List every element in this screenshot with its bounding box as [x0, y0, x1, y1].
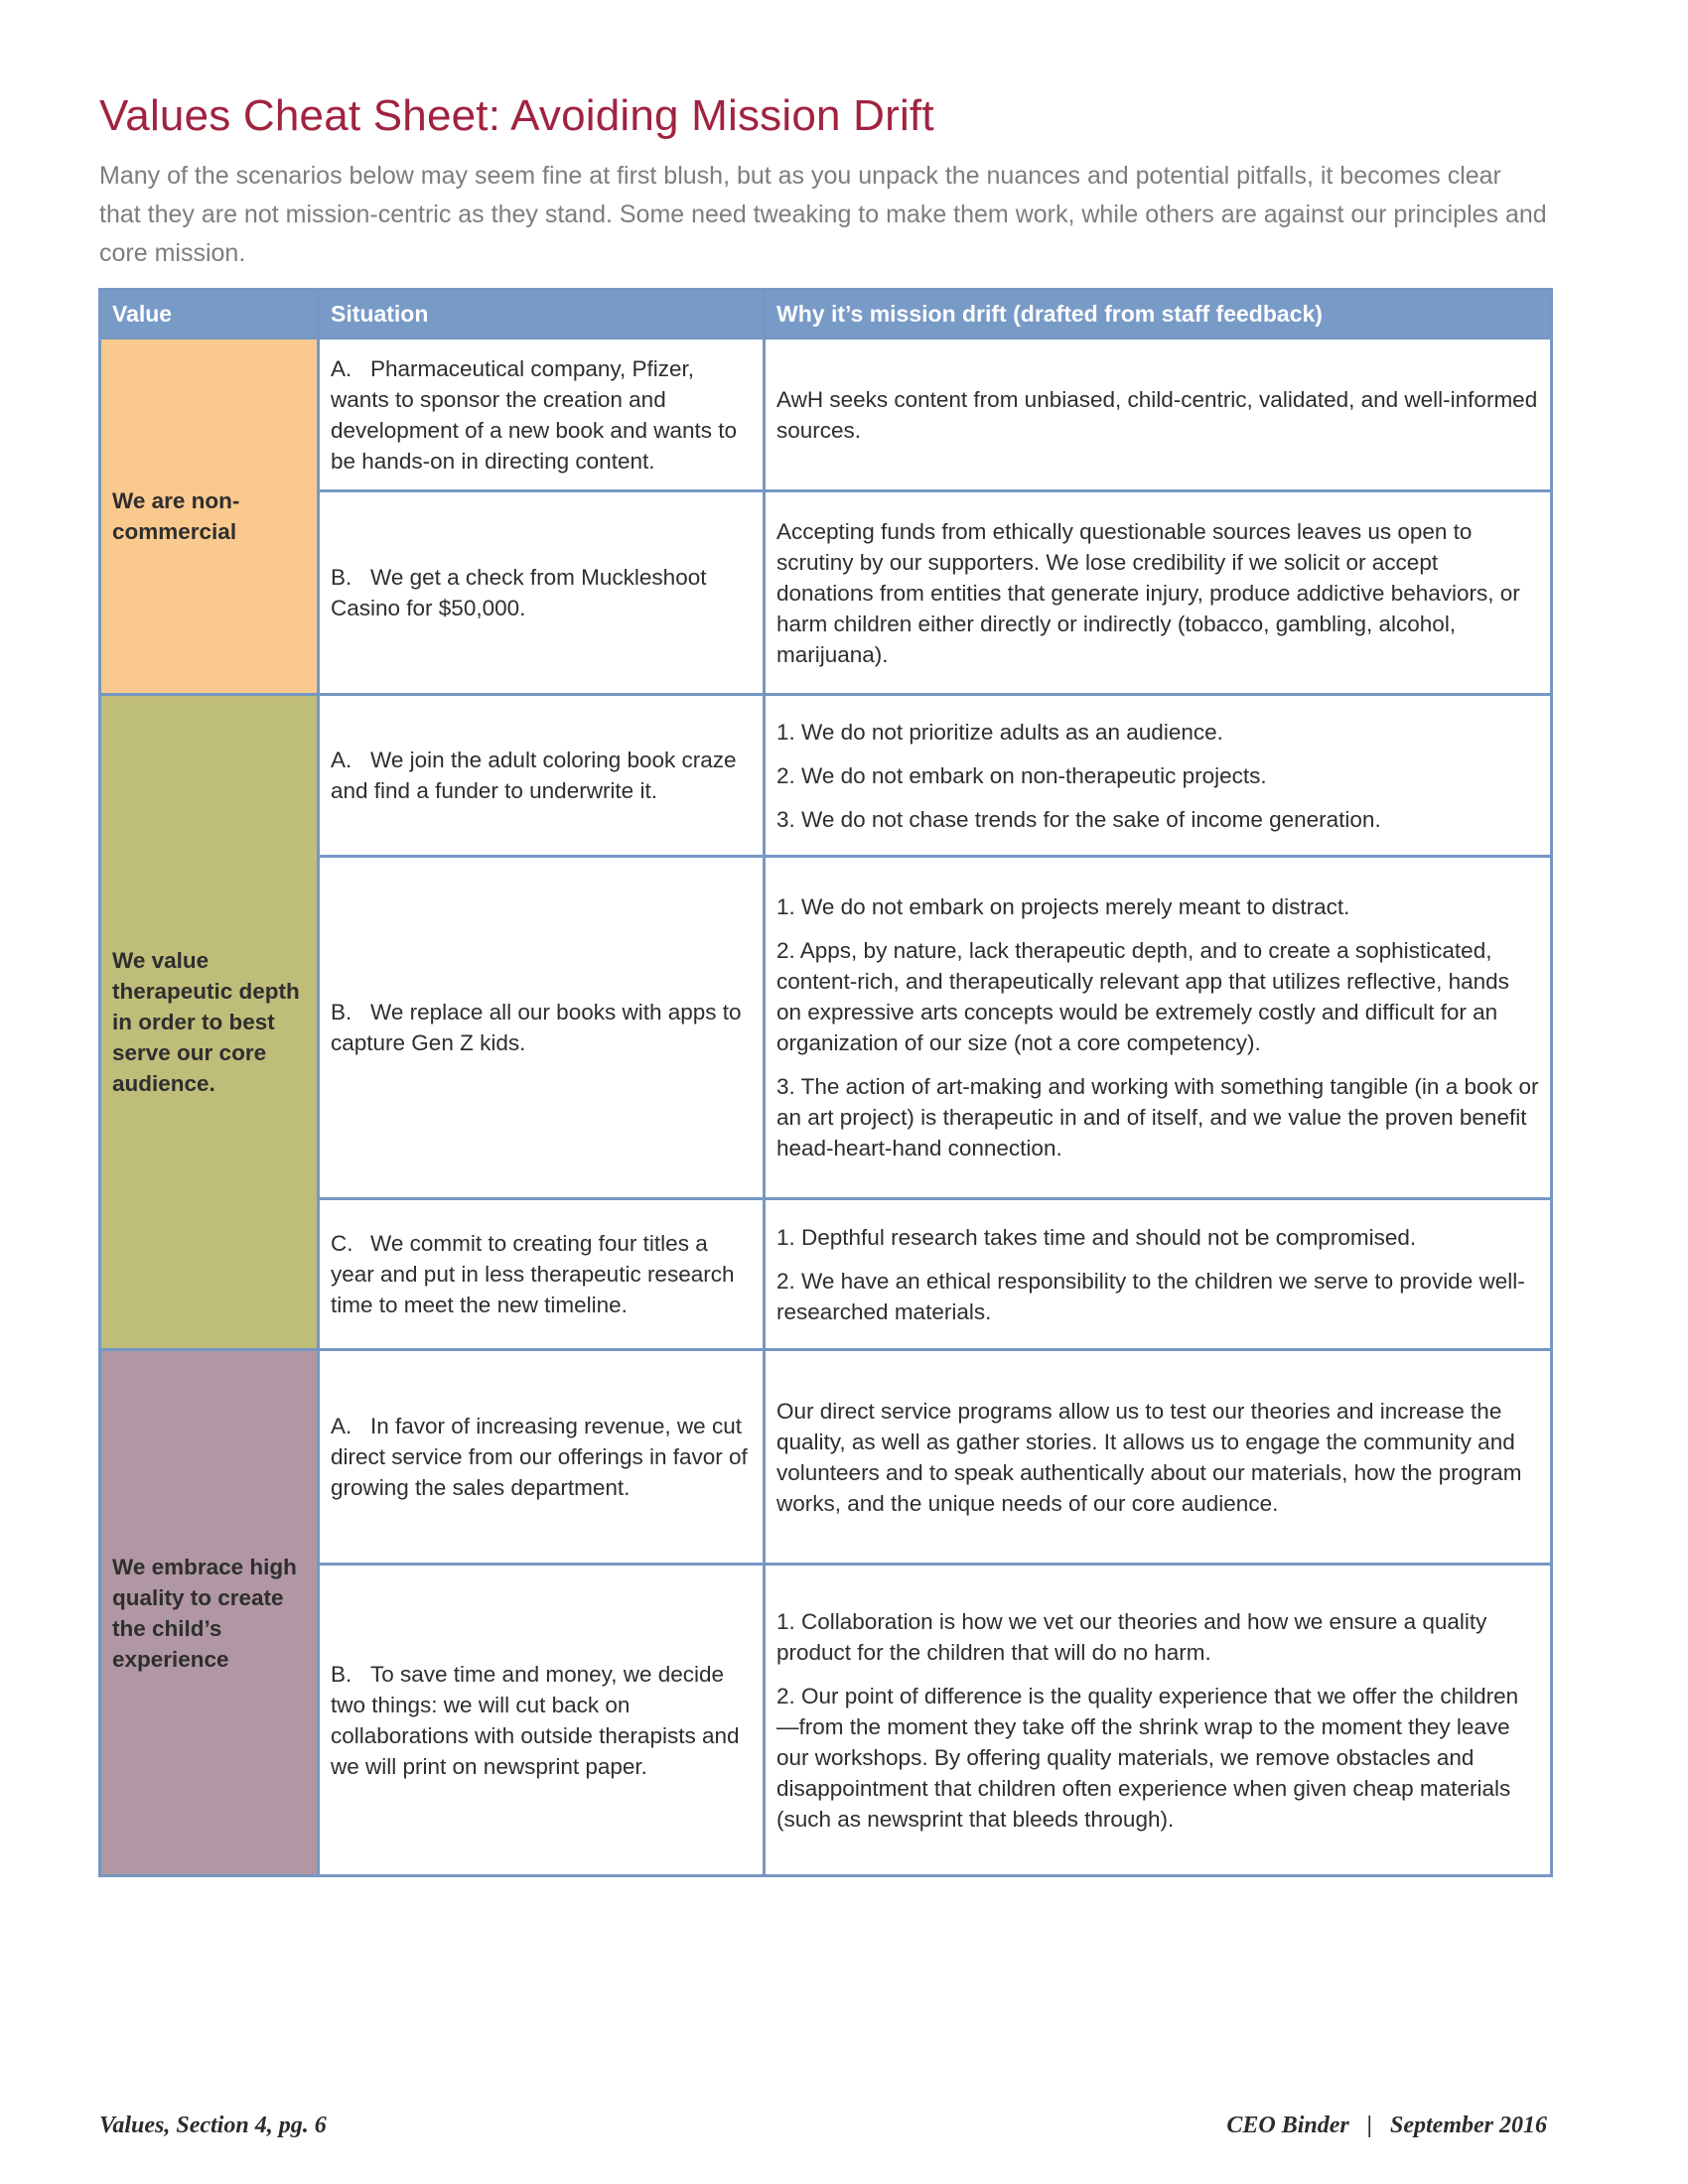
situation-cell [319, 1565, 765, 1876]
table-row [100, 1350, 1552, 1565]
situation-cell [319, 1199, 765, 1350]
why-cell [765, 1350, 1552, 1565]
situation-text: We replace all our books with apps to capture Gen Z kids. [331, 1000, 742, 1055]
why-point: 3. We do not chase trends for the sake of income generation. [776, 806, 1381, 832]
table-row [100, 339, 1552, 491]
table-row [100, 1199, 1552, 1350]
why-point: 2. We do not embark on non-therapeutic projects. [776, 762, 1267, 788]
header-why: Why it’s mission drift (drafted from staff feedback) [765, 290, 1552, 339]
why-point: 1. Depthful research takes time and should not be compromised. [776, 1224, 1417, 1250]
values-table [98, 288, 1553, 1877]
situation-text: Pharmaceutical company, Pfizer, wants to sponsor the creation and development of a new book and wants to be hands-on in directing content. [331, 355, 738, 474]
why-cell [765, 339, 1552, 491]
why-cell [765, 857, 1552, 1199]
why-point: 1. We do not embark on projects merely meant to distract. [776, 894, 1350, 919]
situation-letter: B. [331, 1661, 352, 1687]
table-row [100, 857, 1552, 1199]
why-cell [765, 695, 1552, 857]
why-text: AwH seeks content from unbiased, child-centric, validated, and well-informed sources. [776, 386, 1538, 443]
table-header-row [100, 290, 1552, 339]
situation-text: We join the adult coloring book craze and find a funder to underwrite it. [331, 748, 737, 803]
footer-binder-date: CEO Binder | September 2016 [1226, 2113, 1547, 2138]
situation-text: In favor of increasing revenue, we cut direct service from our offerings in favor of growing the sales department. [331, 1414, 748, 1500]
intro-paragraph: Many of the scenarios below may seem fine at first blush, but as you unpack the nuances and potential pitfalls, it becomes clear that they are not mission-centric as they stand. Some need tweaking to make them work, while others are against our principles and core mission. [99, 162, 1547, 267]
why-cell [765, 1565, 1552, 1876]
table-row [100, 695, 1552, 857]
why-point: 2. We have an ethical responsibility to the children we serve to provide well-researched materials. [776, 1268, 1525, 1324]
situation-text: We commit to creating four titles a year and put in less therapeutic research time to meet the new timeline. [331, 1231, 735, 1317]
situation-letter: A. [331, 1414, 352, 1438]
why-point: 2. Apps, by nature, lack therapeutic depth, and to create a sophisticated, content-rich, and therapeutically relevant app that utilizes reflective, hands on expressive arts concepts would be extremely costly and difficult for an organization of our size (not a core competency). [776, 938, 1509, 1055]
situation-text: We get a check from Muckleshoot Casino for $50,000. [331, 565, 707, 620]
situation-letter: B. [331, 1000, 352, 1024]
why-cell [765, 491, 1552, 695]
situation-letter: C. [331, 1231, 353, 1256]
table-row [100, 1565, 1552, 1876]
situation-cell [319, 1350, 765, 1565]
why-point: 3. The action of art-making and working with something tangible (in a book or an art project) is therapeutic in and of itself, and we value the proven benefit head-heart-hand connection. [776, 1074, 1539, 1160]
header-situation: Situation [319, 290, 765, 339]
why-text: Accepting funds from ethically questionable sources leaves us open to scrutiny by our supporters. We lose credibility if we solicit or accept donations from entities that generate injury, produce addictive behaviors, or harm children either directly or indirectly (tobacco, gambling, alcohol, marijuana). [776, 518, 1520, 667]
situation-cell [319, 695, 765, 857]
situation-cell [319, 857, 765, 1199]
value-non-commercial: We are non-commercial [100, 339, 319, 695]
situation-letter: A. [331, 748, 352, 772]
situation-cell [319, 339, 765, 491]
footer-section-label: Values, Section 4, pg. 6 [99, 2113, 327, 2138]
why-text: Our direct service programs allow us to test our theories and increase the quality, as well as gather stories. It allows us to engage the community and volunteers and to speak authentically about our materials, how the program works, and the unique needs of our core audience. [776, 1398, 1522, 1516]
situation-letter: B. [331, 565, 352, 590]
value-therapeutic-depth: We value therapeutic depth in order to best serve our core audience. [100, 695, 319, 1350]
page-title: Values Cheat Sheet: Avoiding Mission Drift [99, 91, 934, 140]
situation-letter: A. [331, 355, 352, 381]
why-point: 2. Our point of difference is the quality experience that we offer the children—from the moment they take off the shrink wrap to the moment they leave our workshops. By offering quality materials, we remove obstacles and disappointment that children often experience when given cheap materials (such as newsprint that bleeds through). [776, 1683, 1519, 1832]
header-value: Value [100, 290, 319, 339]
table-row [100, 491, 1552, 695]
situation-cell [319, 491, 765, 695]
why-point: 1. We do not prioritize adults as an audience. [776, 719, 1223, 745]
value-high-quality: We embrace high quality to create the child’s experience [100, 1350, 319, 1876]
why-point: 1. Collaboration is how we vet our theories and how we ensure a quality product for the children that will do no harm. [776, 1608, 1487, 1665]
why-cell [765, 1199, 1552, 1350]
situation-text: To save time and money, we decide two things: we will cut back on collaborations with outside therapists and we will print on newsprint paper. [331, 1661, 740, 1779]
